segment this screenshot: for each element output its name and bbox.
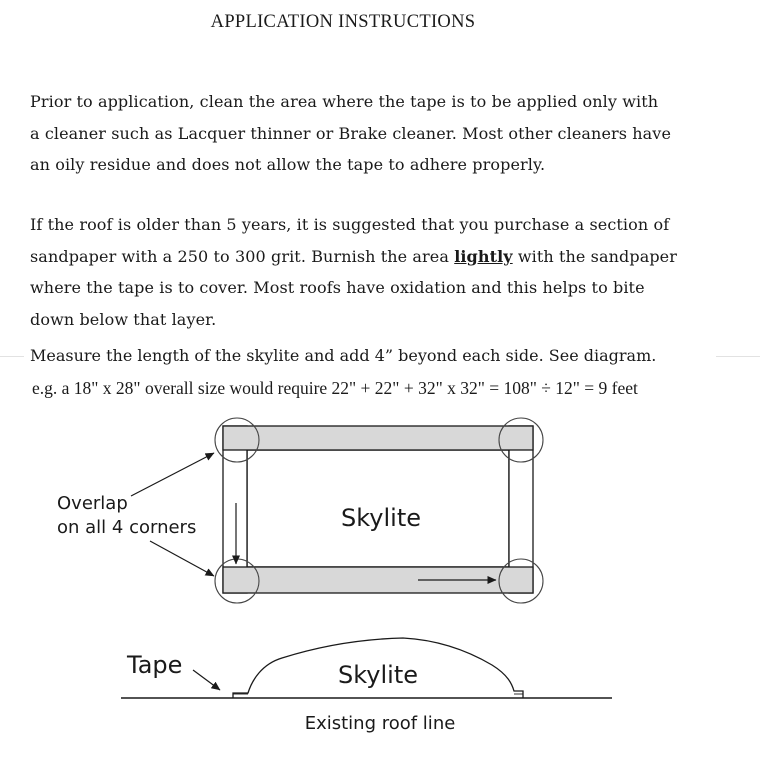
paragraph-line: If the roof is older than 5 years, it is suggested that you purchase a section of [30,215,670,234]
top-view-diagram [57,418,543,603]
paragraph-line: Prior to application, clean the area where the tape is to be applied only with [30,92,659,111]
paragraph-line: where the tape is to cover. Most roofs have oxidation and this helps to bite [30,278,645,297]
overlap-label-line2: on all 4 corners [57,517,197,538]
example-calculation: e.g. a 18" x 28" overall size would require 22" + 22" + 32" x 32" = 108" ÷ 12" = 9 feet [32,378,638,398]
tape-pointer-arrow [193,670,220,690]
page-title: APPLICATION INSTRUCTIONS [210,12,476,32]
pointer-arrow-lower [150,541,214,576]
skylite-label-side: Skylite [338,661,418,689]
measure-instruction: Measure the length of the skylite and add 4” beyond each side. See diagram. [30,346,657,365]
roof-line-label: Existing roof line [304,713,456,734]
overlap-label-line1: Overlap [57,493,128,514]
pointer-arrow-upper [131,453,214,496]
emphasis-text: lightly [454,246,513,266]
paragraph-line: an oily residue and does not allow the tape to adhere properly. [30,155,546,174]
skylite-label-top: Skylite [341,504,421,532]
paragraph-line: down below that layer. [30,309,217,329]
paragraph-text: with the sandpaper [512,246,678,266]
paragraph-line: a cleaner such as Lacquer thinner or Brake cleaner. Most other cleaners have [30,123,672,143]
paragraph-text: sandpaper with a 250 to 300 grit. Burnish the area [30,246,455,266]
side-view-diagram [121,638,612,734]
tape-strip-top [223,426,533,450]
tape-label: Tape [127,651,183,679]
